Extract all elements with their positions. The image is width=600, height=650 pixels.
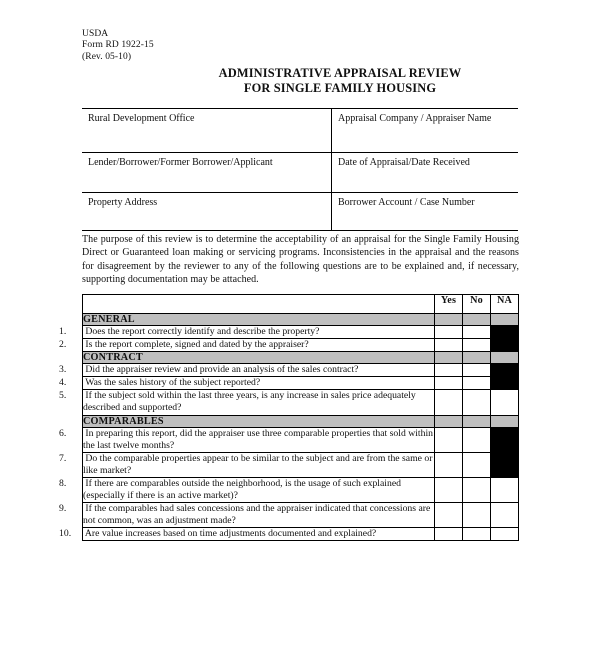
question-number: 4. (59, 377, 67, 389)
yes-checkbox-cell[interactable] (435, 503, 463, 528)
question-text (59, 528, 435, 541)
no-checkbox-cell[interactable] (463, 452, 491, 477)
question-text (59, 477, 435, 502)
no-checkbox-cell[interactable] (463, 364, 491, 377)
question-text (59, 390, 435, 415)
question-number: 1. (59, 326, 67, 337)
question-label: Does the report correctly identify and describe the property? (83, 326, 320, 337)
info-vertical-divider (331, 108, 332, 230)
question-text (59, 377, 435, 390)
field-label-lender-borrower-applicant: Lender/Borrower/Former Borrower/Applicant (88, 157, 273, 168)
purpose-paragraph: The purpose of this review is to determine the acceptability of an appraisal for the Single Family Housing Direct or Guaranteed loan making or servicing programs. Inconsistencies in the appraisal and the reasons for disagreement by the reviewer to any of the following questions are to be explained and, if necessary, supporting documentation may be attached. (82, 234, 519, 286)
table-body (59, 314, 519, 541)
no-checkbox-cell[interactable] (463, 339, 491, 352)
question-number: 9. (59, 503, 67, 515)
section-shade-cell-na (491, 415, 519, 427)
na-checkbox-cell (491, 427, 519, 452)
form-number: Form RD 1922-15 (82, 40, 154, 51)
section-header-row (83, 352, 519, 364)
no-checkbox-cell[interactable] (463, 528, 491, 541)
field-label-borrower-account-case-number: Borrower Account / Case Number (338, 197, 475, 208)
no-checkbox-cell[interactable] (463, 377, 491, 390)
field-label-date-of-appraisal: Date of Appraisal/Date Received (338, 157, 470, 168)
question-label: Was the sales history of the subject reported? (83, 377, 261, 389)
appraisal-info-table (82, 108, 518, 230)
column-header-yes: Yes (435, 295, 463, 314)
section-shade-cell-yes (435, 352, 463, 364)
question-label: If the comparables had sales concessions and the appraiser indicated that concessions are not common, was an adjustment made? (83, 503, 431, 527)
table-row (83, 390, 519, 415)
form-revision: (Rev. 05-10) (82, 51, 132, 62)
na-checkbox-cell[interactable] (491, 528, 519, 541)
table-row (83, 503, 519, 528)
na-checkbox-cell[interactable] (491, 390, 519, 415)
yes-checkbox-cell[interactable] (435, 339, 463, 352)
yes-checkbox-cell[interactable] (435, 477, 463, 502)
question-label: Are value increases based on time adjustments documented and explained? (83, 528, 377, 540)
yes-checkbox-cell[interactable] (435, 364, 463, 377)
table-row (83, 377, 519, 390)
na-checkbox-cell (491, 339, 519, 352)
question-text (59, 503, 435, 528)
na-checkbox-cell[interactable] (491, 477, 519, 502)
form-identification-block (82, 29, 154, 63)
section-shade-cell-no (463, 314, 491, 326)
section-header-row (83, 415, 519, 427)
purpose-divider-rule (82, 230, 518, 231)
question-number: 5. (59, 390, 67, 402)
info-rule-middle-1 (82, 152, 518, 153)
table-row (83, 326, 519, 339)
section-shade-cell-no (463, 352, 491, 364)
table-row (83, 364, 519, 377)
question-number: 7. (59, 452, 67, 464)
agency-name: USDA (82, 29, 109, 39)
yes-checkbox-cell[interactable] (435, 377, 463, 390)
table-row (83, 452, 519, 477)
question-label: Do the comparable properties appear to be similar to the subject and are from the same or like market? (83, 452, 433, 476)
yes-checkbox-cell[interactable] (435, 427, 463, 452)
no-checkbox-cell[interactable] (463, 326, 491, 339)
yes-checkbox-cell[interactable] (435, 326, 463, 339)
no-checkbox-cell[interactable] (463, 477, 491, 502)
column-header-question (83, 295, 435, 314)
no-checkbox-cell[interactable] (463, 427, 491, 452)
no-checkbox-cell[interactable] (463, 503, 491, 528)
yes-checkbox-cell[interactable] (435, 452, 463, 477)
question-label: If there are comparables outside the neighborhood, is the usage of such explained (especially if there is an active market)? (83, 477, 401, 502)
section-shade-cell-na (491, 314, 519, 326)
column-header-no: No (463, 295, 491, 314)
na-checkbox-cell (491, 326, 519, 339)
table-header-row (83, 295, 519, 314)
field-label-rural-development-office: Rural Development Office (88, 113, 195, 124)
question-number: 6. (59, 427, 67, 439)
section-shade-cell-na (491, 352, 519, 364)
column-header-na: NA (491, 295, 519, 314)
info-rule-top (82, 108, 518, 109)
section-shade-cell-yes (435, 415, 463, 427)
question-text (59, 326, 435, 339)
question-number: 8. (59, 477, 67, 489)
section-title: CONTRACT (83, 352, 435, 364)
na-checkbox-cell[interactable] (491, 503, 519, 528)
question-label: If the subject sold within the last three years, is any increase in sales price adequately described and supported? (83, 390, 416, 414)
question-number: 10. (59, 528, 72, 540)
na-checkbox-cell (491, 377, 519, 390)
table-row (83, 528, 519, 541)
yes-checkbox-cell[interactable] (435, 528, 463, 541)
table-row (83, 477, 519, 502)
question-text (59, 339, 435, 352)
question-text (59, 364, 435, 377)
yes-checkbox-cell[interactable] (435, 390, 463, 415)
question-text (59, 452, 435, 477)
title-line-1: ADMINISTRATIVE APPRAISAL REVIEW (218, 66, 462, 80)
review-questions-table (59, 294, 519, 541)
section-title: GENERAL (83, 314, 435, 326)
title-line-2: FOR SINGLE FAMILY HOUSING (243, 81, 437, 96)
na-checkbox-cell (491, 452, 519, 477)
question-number: 2. (59, 339, 67, 351)
question-number: 3. (59, 364, 67, 376)
section-header-row (83, 314, 519, 326)
question-text (59, 427, 435, 452)
section-shade-cell-no (463, 415, 491, 427)
section-shade-cell-yes (435, 314, 463, 326)
question-label: In preparing this report, did the appraiser use three comparable properties that sold within the last twelve months? (83, 427, 433, 451)
question-label: Did the appraiser review and provide an analysis of the sales contract? (83, 364, 359, 376)
section-title: COMPARABLES (83, 415, 435, 427)
field-label-appraisal-company: Appraisal Company / Appraiser Name (338, 113, 492, 124)
table-row (83, 427, 519, 452)
table-row (83, 339, 519, 352)
na-checkbox-cell (491, 364, 519, 377)
no-checkbox-cell[interactable] (463, 390, 491, 415)
question-label: Is the report complete, signed and dated by the appraiser? (83, 339, 309, 351)
page-title (150, 66, 530, 96)
field-label-property-address: Property Address (88, 197, 158, 208)
info-rule-middle-2 (82, 192, 518, 193)
